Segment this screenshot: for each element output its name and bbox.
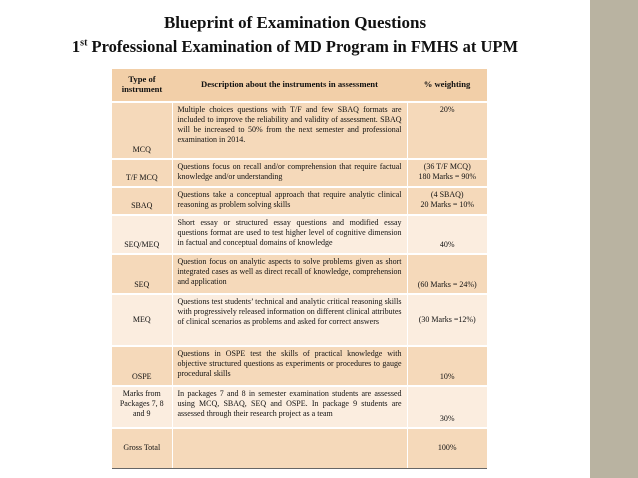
row-description: Questions focus on recall and/or comprehension that require factual knowledge and/or understanding: [172, 159, 407, 187]
row-description: [172, 428, 407, 468]
row-weight: 40%: [407, 215, 487, 254]
row-type: OSPE: [112, 346, 172, 386]
row-description: Questions take a conceptual approach that require analytic clinical reasoning as problem solving skills: [172, 187, 407, 215]
row-type: SEQ: [112, 254, 172, 294]
row-type: T/F MCQ: [112, 159, 172, 187]
subtitle-prefix: 1: [71, 37, 81, 56]
weight-line-1: (36 T/F MCQ): [423, 162, 471, 171]
row-weight: [407, 159, 487, 187]
header-weighting: % weighting: [407, 69, 487, 102]
table-row: [112, 428, 487, 468]
header-type: Type of instrument: [112, 69, 172, 102]
row-description: Multiple choices questions with T/F and few SBAQ formats are included to improve the reliability and validity of assessment. SBAQ will be increased to 50% from the next semester and professional examination in 2014.: [172, 102, 407, 159]
row-type: SEQ/MEQ: [112, 215, 172, 254]
table-row: [112, 254, 487, 294]
blueprint-table: [112, 69, 487, 469]
table-row: [112, 215, 487, 254]
row-weight: (60 Marks = 24%): [407, 254, 487, 294]
row-weight: 20%: [407, 102, 487, 159]
table-row: [112, 386, 487, 428]
table-row: [112, 102, 487, 159]
row-weight: 10%: [407, 346, 487, 386]
row-description: Questions test students’ technical and analytic critical reasoning skills with progressively released information on different clinical attributes of clinical scenarios as problems and asked for correct answers: [172, 294, 407, 346]
row-weight: 100%: [407, 428, 487, 468]
header-description: Description about the instruments in assessment: [172, 69, 407, 102]
subtitle-superscript: st: [80, 37, 88, 49]
table-row: [112, 346, 487, 386]
row-description: In packages 7 and 8 in semester examination students are assessed using MCQ, SBAQ, SEQ and OSPE. In package 9 students are assessed through their research project as a team: [172, 386, 407, 428]
row-description: Question focus on analytic aspects to solve problems given as short integrated cases as well as direct recall of knowledge, comprehension and application: [172, 254, 407, 294]
side-decoration-bar: [590, 0, 638, 478]
subtitle-text: Professional Examination of MD Program in FMHS at UPM: [87, 37, 519, 56]
row-type: MCQ: [112, 102, 172, 159]
row-description: Short essay or structured essay questions and modified essay questions format are used to test higher level of cognitive dimension in factual and conceptual domains of knowledge: [172, 215, 407, 254]
table-row: [112, 294, 487, 346]
weight-line-1: (4 SBAQ): [430, 190, 464, 199]
weight-line-2: 180 Marks = 90%: [418, 172, 477, 181]
page-title: Blueprint of Examination Questions: [163, 13, 427, 32]
table-header-row: [112, 69, 487, 102]
row-type: Gross Total: [112, 428, 172, 468]
table-row: [112, 187, 487, 215]
weight-line-2: 20 Marks = 10%: [420, 200, 475, 209]
page-subtitle: [0, 37, 590, 57]
row-weight: [407, 187, 487, 215]
row-type: Marks from Packages 7, 8 and 9: [112, 386, 172, 428]
row-weight: (30 Marks =12%): [407, 294, 487, 346]
row-weight: 30%: [407, 386, 487, 428]
row-type: SBAQ: [112, 187, 172, 215]
row-type: MEQ: [112, 294, 172, 346]
row-description: Questions in OSPE test the skills of practical knowledge with objective structured questions as experiments or procedures to gauge procedural skills: [172, 346, 407, 386]
table-row: [112, 159, 487, 187]
